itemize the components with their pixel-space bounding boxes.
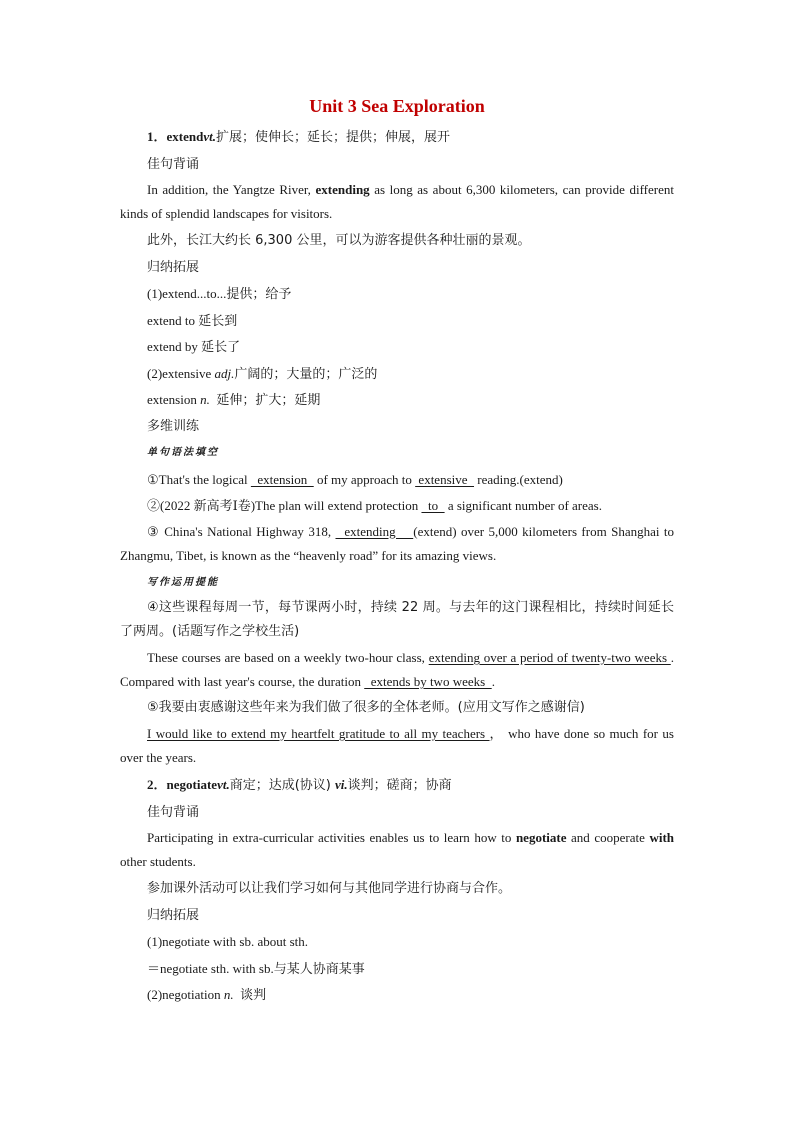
summary-meaning: 广阔的；大量的；广泛的 — [234, 365, 378, 381]
heading-recite: 佳句背诵 — [147, 156, 200, 172]
answer-text: . Compared with last year's course, the duration — [120, 650, 675, 689]
entry-meaning: 扩展；使伸长；延长；提供；伸展，展开 — [216, 130, 451, 145]
example-keyword: extending — [315, 182, 370, 197]
question-4-prompt: ④这些课程每周一节，每节课两小时，持续 22 周。与去年的这门课程相比，持续时间延长了两周。(话题写作之学校生活) — [120, 600, 674, 639]
entry-word: negotiate — [166, 777, 218, 792]
example-translation: 参加课外活动可以让我们学习如何与其他同学进行协商与合作。 — [147, 881, 512, 896]
example-sentence — [120, 826, 674, 874]
heading-recite: 佳句背诵 — [147, 804, 200, 820]
summary-line-3: extend by 延长了 — [147, 339, 241, 354]
entry-meaning: 谈判；磋商；协商 — [347, 778, 452, 793]
answer-blank: extending over a period of twenty-two weeks — [428, 650, 671, 665]
summary-line-4 — [120, 361, 674, 388]
entry-pos: vt. — [217, 777, 230, 792]
example-text: other students. — [120, 854, 196, 869]
entry-pos: vt. — [203, 129, 216, 144]
answer-text: . — [491, 674, 495, 689]
answer-blank: I would like to extend my heartfelt gratitude to all my teachers — [147, 726, 490, 741]
question-5-prompt: ⑤我要由衷感谢这些年来为我们做了很多的全体老师。(应用文写作之感谢信) — [147, 700, 585, 715]
answer-blank: extension — [250, 471, 314, 487]
summary-meaning: 谈判 — [233, 987, 267, 1002]
summary-pos: n. — [200, 392, 210, 407]
question-4-answer — [120, 646, 674, 694]
example-keyword: with — [649, 830, 674, 845]
summary-word: (2)extensive — [147, 365, 215, 381]
entry-number: 2． — [147, 777, 167, 792]
summary-line-5 — [120, 387, 674, 414]
summary-line-2: ＝negotiate sth. with sb.与某人协商某事 — [147, 960, 365, 976]
question-text: of my approach to — [313, 471, 416, 487]
entry-pos: vi. — [334, 777, 348, 792]
entry-heading-negotiate — [120, 772, 674, 800]
summary-line-1: (1)extend...to...提供；给予 — [147, 286, 292, 301]
summary-pos: n. — [223, 987, 234, 1002]
answer-text: These courses are based on a weekly two-hour class, — [147, 650, 429, 665]
question-text: ③ China's National Highway 318, — [147, 523, 336, 539]
heading-summary: 归纳拓展 — [147, 259, 200, 275]
example-text: In addition, the Yangtze River, — [147, 182, 316, 197]
question-text: a significant number of areas. — [444, 498, 602, 513]
heading-fill-in: 单句语法填空 — [147, 447, 219, 458]
answer-blank: extending — [335, 523, 414, 539]
question-text: ②(2022 新高考Ⅰ卷)The plan will extend protection — [147, 498, 422, 513]
summary-word: (2)negotiation — [147, 987, 224, 1002]
question-3 — [120, 520, 674, 568]
entry-meaning: 商定；达成(协议) — [229, 778, 335, 793]
unit-title: Unit 3 Sea Exploration — [309, 96, 485, 116]
summary-line-3 — [120, 982, 674, 1009]
answer-text: ， who have done so much for us over the years. — [120, 726, 674, 765]
summary-line-2: extend to 延长到 — [147, 312, 238, 328]
heading-writing: 写作运用提能 — [147, 576, 219, 588]
question-2 — [120, 493, 674, 520]
summary-line-1: (1)negotiate with sb. about sth. — [147, 934, 309, 949]
heading-training: 多维训练 — [147, 418, 200, 434]
question-text: ①That's the logical — [147, 471, 251, 487]
document-content — [120, 94, 674, 1009]
answer-blank: extends by two weeks — [364, 674, 492, 689]
heading-summary: 归纳拓展 — [147, 907, 200, 923]
example-text: and cooperate — [566, 830, 650, 845]
answer-blank: extensive — [415, 471, 475, 487]
example-text: as long as about 6,300 kilometers, can provide different kinds of splendid landscapes for visitors. — [120, 182, 674, 221]
question-text: (extend) over 5,000 kilometers from Shanghai to Zhangmu, Tibet, is known as the “heavenly road” for its amazing views. — [120, 523, 674, 563]
question-5-answer — [120, 722, 674, 770]
entry-heading-extend — [120, 124, 674, 152]
summary-meaning: 延伸；扩大；延期 — [209, 392, 321, 407]
entry-word: extend — [166, 129, 204, 144]
summary-word: extension — [147, 392, 201, 407]
example-translation: 此外，长江大约长 6,300 公里，可以为游客提供各种壮丽的景观。 — [147, 233, 531, 248]
example-sentence — [120, 178, 674, 226]
example-text: Participating in extra-curricular activities enables us to learn how to — [147, 830, 516, 845]
question-1 — [120, 467, 674, 494]
entry-number: 1． — [147, 129, 167, 144]
summary-pos: adj. — [214, 365, 235, 381]
answer-blank: to — [421, 498, 445, 513]
question-text: reading.(extend) — [474, 471, 563, 487]
example-keyword: negotiate — [515, 830, 567, 845]
